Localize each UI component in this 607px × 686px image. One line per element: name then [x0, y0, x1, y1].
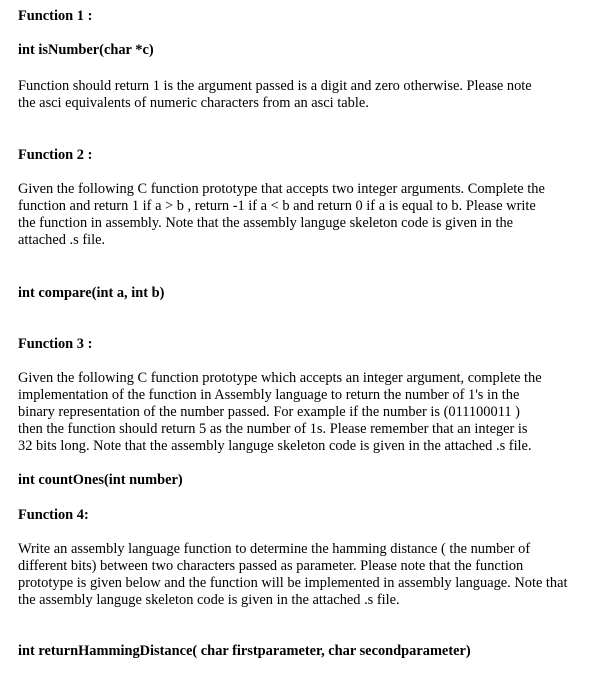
function-1-line-1: Function should return 1 is the argument passed is a digit and zero otherwise. Please note: [18, 78, 532, 94]
function-2-line-4: attached .s file.: [18, 232, 106, 248]
function-3-line-4: then the function should return 5 as the number of 1s. Please remember that an integer is: [18, 421, 528, 437]
function-4-signature: int returnHammingDistance( char firstparameter, char secondparameter): [18, 643, 471, 659]
function-3-line-3: binary representation of the number passed. For example if the number is (011100011 ): [18, 404, 520, 420]
function-3-line-5: 32 bits long. Note that the assembly languge skeleton code is given in the attached .s file.: [18, 438, 532, 454]
function-4-line-3: prototype is given below and the function will be implemented in assembly language. Note that: [18, 575, 568, 591]
function-2-line-2: function and return 1 if a > b , return -1 if a < b and return 0 if a is equal to b. Please write: [18, 198, 536, 214]
function-2-line-3: the function in assembly. Note that the assembly languge skeleton code is given in the: [18, 215, 514, 231]
function-2-line-1: Given the following C function prototype that accepts two integer arguments. Complete the: [18, 181, 545, 197]
function-1-signature: int isNumber(char *c): [18, 42, 154, 58]
function-3-line-2: implementation of the function in Assembly language to return the number of 1's in the: [18, 387, 520, 403]
function-1-line-2: the asci equivalents of numeric characters from an asci table.: [18, 95, 369, 111]
function-4-line-4: the assembly languge skeleton code is given in the attached .s file.: [18, 592, 400, 608]
function-4-line-2: different bits) between two characters passed as parameter. Please note that the function: [18, 558, 524, 574]
function-4-line-1: Write an assembly language function to determine the hamming distance ( the number of: [18, 541, 531, 557]
function-3-line-1: Given the following C function prototype which accepts an integer argument, complete the: [18, 370, 542, 386]
function-3-heading: Function 3 :: [18, 336, 93, 352]
function-4-heading: Function 4:: [18, 507, 89, 523]
function-3-signature: int countOnes(int number): [18, 472, 183, 488]
function-1-heading: Function 1 :: [18, 8, 93, 24]
function-2-heading: Function 2 :: [18, 147, 93, 163]
function-2-signature: int compare(int a, int b): [18, 285, 165, 301]
